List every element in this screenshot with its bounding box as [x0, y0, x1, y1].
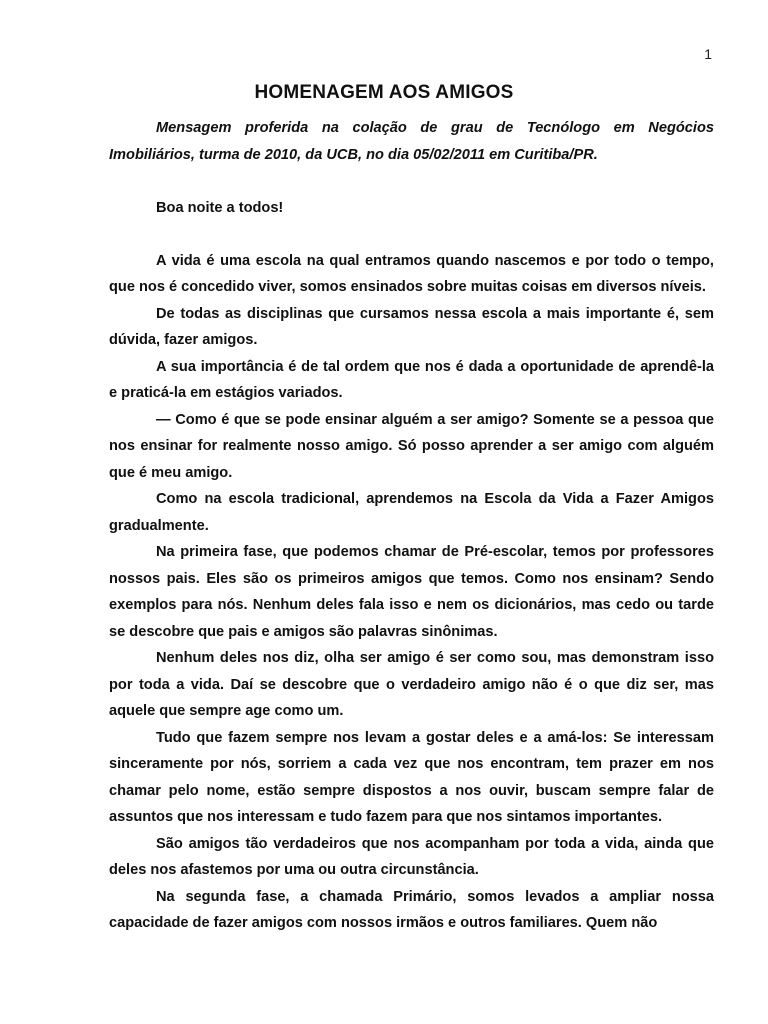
- greeting: Boa noite a todos!: [156, 200, 284, 216]
- subtitle: Mensagem proferida na colação de grau de Tecnólogo em Negócios Imobiliários, turma de 2010, da UCB, no dia 05/02/2011 em Curitiba/PR.: [109, 120, 714, 163]
- document-body: [109, 115, 714, 937]
- document-title: HOMENAGEM AOS AMIGOS: [254, 82, 514, 103]
- page-number: 1: [704, 46, 712, 62]
- paragraph: — Como é que se pode ensinar alguém a ser amigo? Somente se a pessoa que nos ensinar for realmente nosso amigo. Só posso aprender a ser amigo com alguém que é meu amigo.: [109, 411, 714, 481]
- paragraph: Na primeira fase, que podemos chamar de Pré-escolar, temos por professores nossos pais. Eles são os primeiros amigos que temos. Como nos ensinam? Sendo exemplos para nós. Nenhum deles fala isso e nem os dicionários, mas cedo ou tarde se descobre que pais e amigos são palavras sinônimas.: [109, 544, 714, 640]
- paragraph: Tudo que fazem sempre nos levam a gostar deles e a amá-los: Se interessam sinceramente por nós, sorriem a cada vez que nos encontram, tem prazer em nos chamar pelo nome, estão sempre dispostos a nos ouvir, buscam sempre falar de assuntos que nos interessam e tudo fazem para que nos sintamos importantes.: [109, 729, 714, 825]
- paragraph: Nenhum deles nos diz, olha ser amigo é ser como sou, mas demonstram isso por toda a vida. Daí se descobre que o verdadeiro amigo não é o que diz ser, mas aquele que sempre age como um.: [109, 650, 714, 719]
- paragraph: São amigos tão verdadeiros que nos acompanham por toda a vida, ainda que deles nos afastemos por uma ou outra circunstância.: [109, 835, 714, 878]
- paragraph: Como na escola tradicional, aprendemos na Escola da Vida a Fazer Amigos gradualmente.: [109, 491, 714, 534]
- paragraph: De todas as disciplinas que cursamos nessa escola a mais importante é, sem dúvida, fazer amigos.: [109, 305, 714, 348]
- paragraph: A sua importância é de tal ordem que nos é dada a oportunidade de aprendê-la e praticá-la em estágios variados.: [109, 358, 714, 401]
- paragraph: A vida é uma escola na qual entramos quando nascemos e por todo o tempo, que nos é concedido viver, somos ensinados sobre muitas coisas em diversos níveis.: [109, 252, 714, 295]
- paragraph: Na segunda fase, a chamada Primário, somos levados a ampliar nossa capacidade de fazer amigos com nossos irmãos e outros familiares. Quem não: [109, 888, 714, 931]
